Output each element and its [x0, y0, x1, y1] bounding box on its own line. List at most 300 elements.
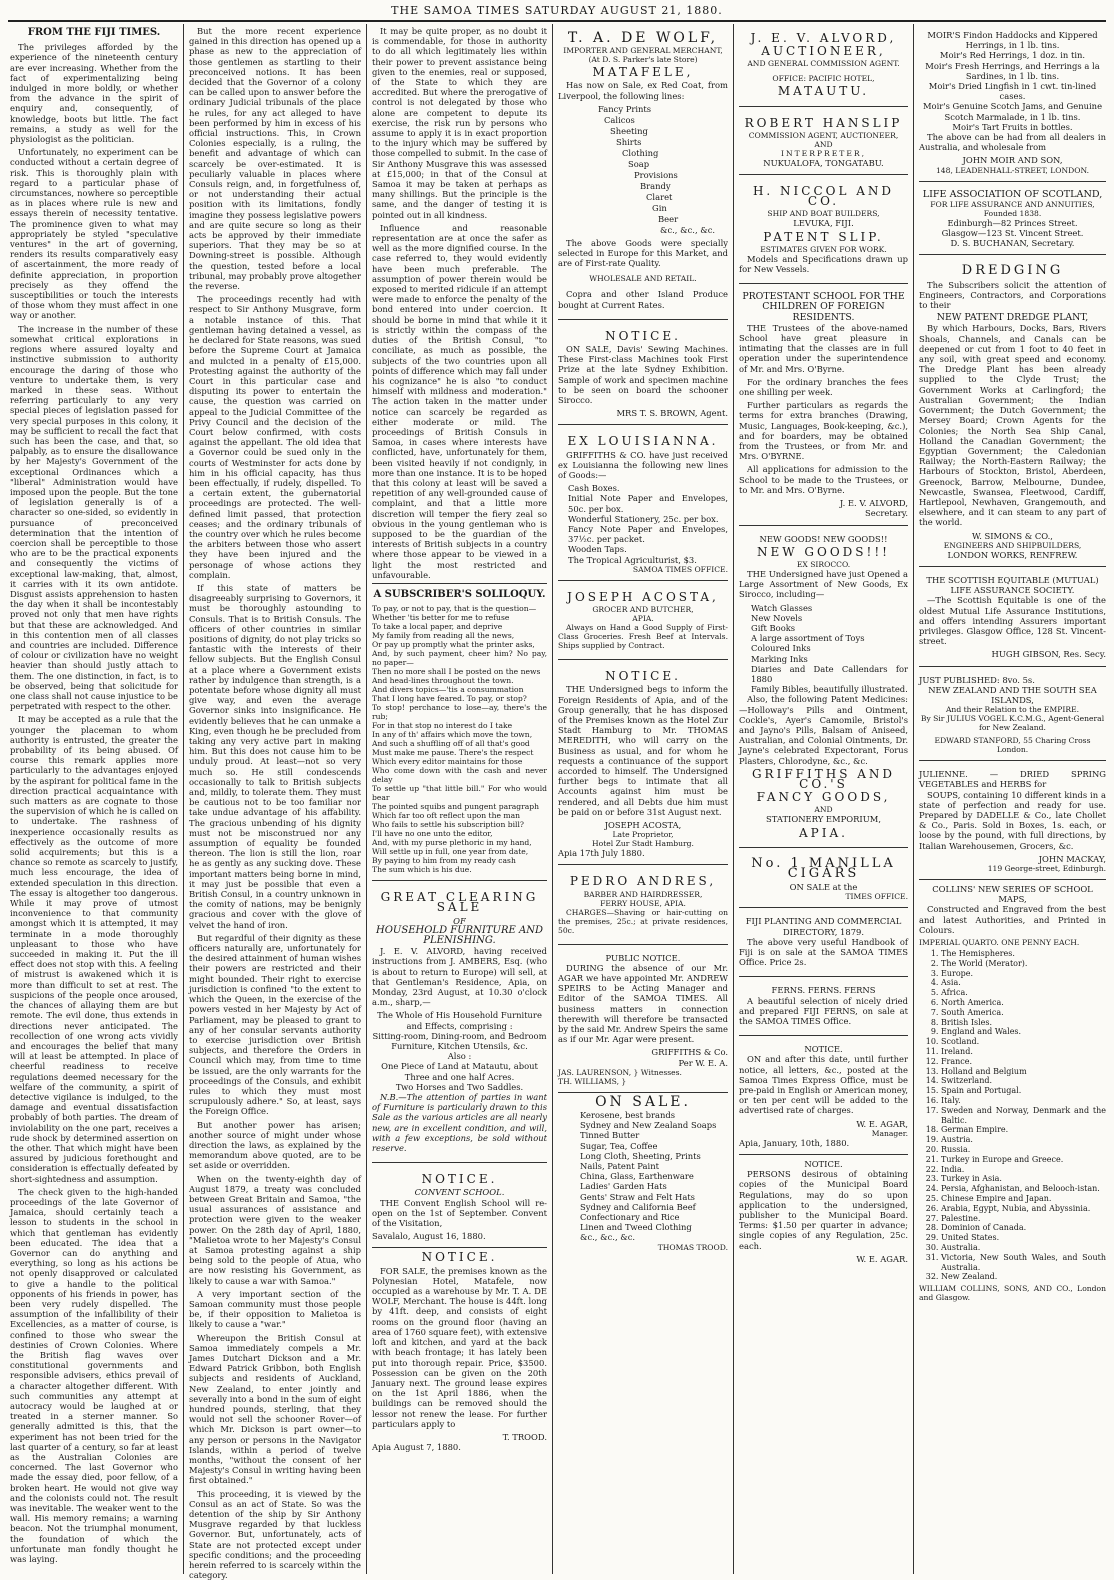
ad-of: OF	[453, 915, 466, 926]
goods-item: Gin	[652, 202, 667, 213]
ad-subtitle: HOUSEHOLD FURNITURE AND PLENISHING.	[376, 924, 543, 946]
map-item: 19. Austria.	[941, 1135, 1106, 1145]
ad-place: FERRY HOUSE, APIA.	[600, 898, 686, 908]
ad-title: COLLINS' NEW SERIES OF SCHOOL MAPS,	[932, 884, 1093, 905]
poem-line: To take a local paper, and deprive	[372, 622, 503, 632]
map-item: 9. England and Wales.	[941, 1027, 1106, 1037]
article-paragraph: This proceeding, it is viewed by the Consul as an act of State. So was the detention of the ship by Sir Anthony Musgrave regarded by that luckless Governor. But, unfortunately, acts of State are not protected except under specific conditions; and the proceeding herein referred to is scarcely within the category.	[189, 1488, 361, 1580]
notice-title: NOTICE.	[804, 1159, 843, 1170]
notice-title: NOTICE.	[605, 669, 681, 684]
convent-notice	[372, 1167, 547, 1248]
sale-item: Sugar, Tea, Coffee	[580, 1140, 658, 1151]
map-item: 3. Europe.	[941, 969, 1106, 979]
ad-name: J. E. V. ALVORD,	[750, 31, 897, 45]
clearing-sale-ad	[372, 885, 547, 1163]
ad-title: NEW GOODS!!!	[757, 544, 890, 559]
ad-slip: PATENT SLIP.	[763, 229, 884, 244]
article-paragraph: Influence and reasonable representation are at once the safer as well as the more dignified course. In the case referred to, they would evidently have been much preferable. The assumption of power therein would be exposed to merited ridicule if an attempt were made to enforce the penalty of the bond entered into under coercion. It should be borne in mind that while it it is strictly within the compass of the duties of the British Consul, "to conciliate, as much as possible, the subjects of the two countries upon all points of difference which may fall under his cognizance" he is also "to conduct himself with mildness and moderation." The action taken in the matter under notice can scarcely be regarded as either moderate or mild. The proceedings of British Consuls in Samoa, in cases where interests have conflicted, have, unfortunately for them, been visited heavily if not condignly, in more than one instance. It is to be hoped that this colony at least will be saved a repetition of any well-grounded cause of complaint, and that a little more discretion will temper the fiery zeal so obvious in the young gentleman who is supposed to be the guardian of the interests of British subjects in a country where those appear to be viewed in a light the most restricted and unfavourable.	[372, 222, 547, 580]
notice-sig: Per W. E. A.	[678, 1057, 728, 1068]
hanslip-ad	[739, 111, 908, 175]
ad-title: JULIENNE. — DRIED SPRING VEGETABLES and HERBS for	[919, 769, 1106, 790]
postage-notice	[739, 1040, 908, 1155]
map-item: 21. Turkey in Europe and Greece.	[941, 1155, 1106, 1165]
ad-body: A beautiful selection of nicely dried and prepared FIJI FERNS, on sale at the SAMOA TIMES Office.	[739, 995, 908, 1027]
map-item: 4. Asia.	[941, 978, 1106, 988]
map-item: 24. Persia, Afghanistan, and Belooch-istan.	[941, 1184, 1106, 1194]
ad-lines	[558, 483, 728, 565]
column-5	[739, 26, 908, 1574]
poem-line: And, with my purse plethoric in my hand,	[372, 838, 532, 848]
ad-role: IMPORTER AND GENERAL MERCHANT,	[563, 46, 723, 56]
masthead-rule	[8, 20, 1106, 22]
poem-line: To pay, or not to pay, that is the question—	[372, 604, 537, 614]
scottish-equitable-ad	[919, 571, 1106, 667]
ad-desc: By which Harbours, Docks, Bars, Rivers Shoals, Channels, and Canals can be deepened or cut from 1 foot to 40 feet in any soil, with great speed and economy. The Dredge Plant has been already supplied to the Clyde Trust; the Government Works at Carlingford; the Australian Government; the Indian Government; the Dutch Government; the Mersey Board; Crown Agents for the Colonies; the North Sea Ship Canal, Holland the Canadian Government; the Egyptian Government; the Caledonian Railway; the North-Eastern Railway; the Harbours of Stockton, Bristol, Aberdeen, Greenock, Barrow, Melbourne, Dundee, Newcastle, Swansea, Fleetwood, Cardiff, Hartlepool, Newhaven, Grangemouth, and elsewhere, and it can steam to any part of the world.	[919, 323, 1106, 528]
ad-store: FANCY GOODS,	[756, 790, 891, 805]
ad-line: Cash Boxes.	[568, 483, 620, 494]
ad-body: Further particulars as regards the terms for extra branches (Drawing, Music, Languages, Book-keeping, &c.), and for boarders, may be obtained from the Trustees, or from Mr. and Mrs. O'BYRNE.	[739, 400, 908, 462]
ad-line: Wonderful Stationery, 25c. per box.	[568, 513, 719, 524]
map-item: 31. Victoria, New South Wales, and South Australia.	[941, 1253, 1106, 1273]
sale-item: &c., &c., &c.	[580, 1232, 636, 1243]
notice-sig: T. TROOD.	[502, 1431, 547, 1442]
ad-line: Also :	[447, 1051, 472, 1062]
poem-line: Which every editor maintains for those	[372, 757, 523, 767]
poem-line: Whether 'tis better for me to refuse	[372, 613, 510, 623]
notice-sig: Manager.	[871, 1128, 908, 1138]
ad-sig: ENGINEERS AND SHIPBUILDERS,	[943, 540, 1082, 550]
ad-place: LEVUKA, FIJI.	[793, 218, 854, 229]
poem-line: To stop! perchance to lose—ay, there's the rub;	[372, 703, 547, 722]
ad-plant: NEW PATENT DREDGE PLANT,	[936, 312, 1089, 324]
notice-subtitle: CONVENT SCHOOL.	[414, 1187, 505, 1198]
poem-line: And head-lines throughout the town.	[372, 676, 514, 686]
ad-role: COMMISSION AGENT, AUCTIONEER,	[748, 130, 899, 140]
column-rule	[552, 24, 553, 1574]
sewing-machine-notice	[558, 324, 728, 426]
notice-body: THE Convent English School will re-open on the 1st of September. Convent of the Visitation,	[372, 1197, 547, 1229]
ad-size: IMPERIAL QUARTO. ONE PENNY EACH.	[919, 938, 1080, 948]
column-1	[10, 26, 178, 1574]
poem-line: For in that stop no interest do I take	[372, 721, 513, 731]
dredging-ad	[919, 259, 1106, 566]
ad-address: Edinburgh—82 Princes Street.	[947, 217, 1078, 228]
sale-item: Confectionary and Rice	[580, 1212, 680, 1223]
notice-body: FOR SALE, the premises known as the Polynesian Hotel, Matafele, now occupied as a warehouse by Mr. T. A. DE WOLF, Merchant. The house is 44ft. long by 41ft. deep, and consists of eight rooms on the ground floor (having an area of 1760 square feet), with extensive loft and kitchen, and yard at the back with beach frontage; it has lately been put into thorough repair. Price, $3500. Possession can be given on the 20th January next. The ground lease expires on the 1st April 1886, when the buildings can be removed should the lessor not renew the lease. For further particulars apply to	[372, 1265, 547, 1429]
notice-body: ON and after this date, until further notice, all letters, &c., posted at the Samoa Times Express Office, must be pre-paid in English or American money, or ten per cent will be added to the advertised rate of charges.	[739, 1054, 908, 1116]
map-item: 17. Sweden and Norway, Denmark and the Baltic.	[941, 1106, 1106, 1126]
goods-item: Diaries and Date Callendars for 1880	[751, 663, 908, 684]
ad-role: INTERPRETER,	[780, 148, 867, 158]
article-paragraph: But regardful of their dignity as these officers naturally are, unfortunately for the desired attainment of human wishes their powers are restricted and their might bounded. Their right to exercise jurisdiction is confined "to the extent to which the Queen, in the exercise of the powers vested in her Majesty by Act of Parliament, may be pleased to grant to any of her consular servants authority to exercise jurisdiction over British subjects, and therefore the Orders in Council which may, from time to time be issued, are the only warrants for the proceedings of the Consuls, and exhibit rules to which they must most scrupulously adhere." So, at least, says the Foreign Office.	[189, 932, 361, 1117]
notice-title: PUBLIC NOTICE.	[605, 952, 681, 963]
ad-body: GRIFFITHS & CO. have just received ex Louisianna the following new lines of Goods:—	[558, 449, 728, 481]
sale-item: Nails, Patent Paint	[580, 1161, 659, 1171]
ad-sig: WILLIAM COLLINS, SONS, AND CO., London and Glasgow.	[919, 1284, 1106, 1303]
maps-list	[941, 949, 1106, 1282]
ad-title: ON SALE.	[595, 1093, 691, 1110]
poem-line: To settle up "that little bill." For who would bear	[372, 784, 547, 803]
goods-item: Clothing	[622, 147, 659, 158]
moir-line: Moir's Dried Lingfish in 1 cwt. tin-lined cases.	[928, 81, 1097, 102]
goods-item: Marking Inks	[751, 653, 808, 664]
article-heading: FROM THE FIJI TIMES.	[27, 27, 161, 38]
poem-line: Which far too oft reflect upon the man	[372, 811, 521, 821]
notice-sig: MRS T. S. BROWN, Agent.	[616, 408, 728, 419]
ad-store: STATIONERY EMPORIUM,	[766, 814, 881, 825]
sale-item: Sydney and California Beef	[580, 1201, 696, 1212]
new-goods-ad	[739, 530, 908, 848]
alvord-ad	[739, 26, 908, 107]
julienne-ad	[919, 765, 1106, 880]
ad-body: J. E. V. ALVORD, having received instructions from J. AMBERS, Esq. (who is about to return to Europe) will sell, at that Gentleman's Residence, Apia, on Monday, 23rd August, at 10.30 o'clock a.m., sharp,—	[372, 946, 547, 1008]
ad-role: BARBER AND HAIRDRESSER,	[583, 889, 703, 899]
moir-line: Moir's Fresh Herrings, and Herrings a la Sardines, in 1 lb. tins.	[925, 60, 1100, 81]
map-item: 16. Italy.	[941, 1096, 1106, 1106]
ad-name: H. NICCOL AND CO.	[752, 184, 895, 209]
goods-item: Beer	[658, 213, 679, 224]
notice-sig: W. E. AGAR,	[856, 1118, 908, 1129]
ad-body: —The Scottish Equitable is one of the oldest Mutual Life Assurance Institutions, and offers intending Assurers important privileges. Glasgow Office, 128 St. Vincent-street.	[919, 595, 1106, 647]
map-item: 13. Holland and Belgium	[941, 1067, 1106, 1077]
school-ad	[739, 288, 908, 525]
article-paragraph: Whereupon the British Consul at Samoa immediately compels a Mr. James Dutchart Dickson and a Mr. Edward Patrick Gribbon, both English subjects and residents of Auckland, New Zealand, to enter jointly and severally into a bond in the sum of eight hundred pounds, sterling, that they would not sell the schooner Rover—of which Mr. Dickson is part owner—to any person or persons in the Navigator Islands, within a period of twelve months, "without the consent of her Majesty's Consul in writing having been first obtained."	[189, 1332, 361, 1486]
ad-author: By Sir JULIUS VOGEL K.C.M.G., Agent-General for New Zealand.	[920, 714, 1105, 733]
ad-body: THE Trustees of the above-named School have great pleasure in intimating that the classes are in full operation under the superintendence of Mr. and Mrs. O'Byrne.	[739, 322, 908, 374]
goods-item: Sheeting	[610, 125, 648, 136]
notice-body: PERSONS desirous of obtaining copies of the Municipal Board Regulations, may do so upon application to the undersigned, publisher to the Municipal Board. Terms: $1.50 per quarter in advance; single copies of any Regulation, 25c. each.	[739, 1169, 908, 1251]
goods-item: Calicos	[604, 114, 635, 125]
moir-line: Moir's Tart Fruits in bottles.	[952, 121, 1073, 132]
column-rule	[183, 24, 184, 1574]
poem-line: By paying to him from my ready cash	[372, 856, 516, 866]
sale-item: Tinned Butter	[580, 1130, 640, 1141]
notice-title: NOTICE.	[605, 328, 681, 343]
ad-title: DREDGING	[961, 263, 1064, 279]
map-item: 18. German Empire.	[941, 1125, 1106, 1135]
article-paragraph: The privileges afforded by the experience of the nineteenth century are ever increasing. Whether from the fact of experimentalizing being indulged in more boldly, or whether from the advance in the spirit of enquiry and, consequently, of knowledge, boots but little. The fact remains, a study as well for the physiologist as the politician.	[10, 42, 178, 145]
ad-and: AND	[814, 139, 833, 149]
poem-lines	[372, 604, 547, 874]
ad-office: TIMES OFFICE.	[845, 892, 908, 902]
article-paragraph: If this state of matters be disagreeably surprising to Governors, it must be thoroughly astounding to Consuls. That is to British Consuls. The officers of other countries in similar positions of dignity, do not play tricks so fantastic with the interests of their fellow subjects. But the English Consul at a place where a Government exists rather by indulgence than strength, is a potentate before whose dignity all must give way, and even the average Governor sinks into insignificance. He evidently believes that he can unmake a King, even though he be precluded from taking any very active part in making him. But this does not cause him to be unduly proud. At least—not so very much so. He still condescends occasionally to talk to British subjects and, mildly, to tolerate them. They must be cautious not to be too familiar nor take undue advantage of his affability. The gracious unbending of his dignity must not be misconstrued nor any assumption of equality be founded thereon. The lion is still the lion, roar he as gently as any sucking dove. These important matters being borne in mind, it may just be possible that even a British Consul, in a country unknown in the comity of nations, may be benignly gracious and cover with the glove of velvet the hand of iron.	[189, 582, 361, 930]
ad-role: GROCER AND BUTCHER,	[592, 605, 694, 615]
sale-item: Gents' Straw and Felt Hats	[580, 1191, 695, 1202]
ad-trade: WHOLESALE AND RETAIL.	[589, 274, 697, 284]
masthead: THE SAMOA TIMES SATURDAY AUGUST 21, 1880.	[391, 4, 723, 17]
notice-sig: Late Proprietor,	[612, 830, 674, 840]
goods-item: Shirts	[616, 136, 642, 147]
ad-name: ROBERT HANSLIP	[744, 115, 903, 130]
map-item: 7. South America.	[941, 1008, 1106, 1018]
ad-body: THE Undersigned have just Opened a Large Assortment of New Goods, Ex Sirocco, including—	[739, 568, 908, 600]
ad-body: ON SALE at the	[789, 882, 858, 893]
ad-name: T. A. DE WOLF,	[567, 30, 719, 46]
ad-models: Models and Specifications drawn up for New Vessels.	[739, 253, 908, 275]
poem-line: The sum which is his due.	[372, 865, 472, 875]
article-paragraph: The check given to the high-handed proceedings of the late Governor of Jamaica, should certainly teach a lesson to students in the school in which that gentleman has evidently been educated. The idea that a Governor can do anything and everything, so long as his actions be not openly disapproved or calculated to give a handle to the political opponents of his friends in power, has been very rudely dispelled. The assumption of the infallibility of their Excellencies, as a matter of course, is confined to those who swear the destinies of Crown Colonies. Where the British flag waves over constitutional governments and responsible advisers, ethics prevail of a character altogether different. With such communities any attempt at autocracy would be laughed at or treated in a sterner manner. So generally admitted is this, that the experiment has not been tried for the last quarter of a century, so far at least as the Australian Colonies are concerned. The last Governor who made the essay died, poor fellow, of a broken heart. He would not give way and the colonists could not. The result was inevitable. The weaker went to the wall. His memory remains; a warning beacon. Not the triumphal monument, the foundation of which the unfortunate man fondly thought he was laying.	[10, 1186, 178, 1565]
louisianna-ad	[558, 429, 728, 580]
moir-line: MOIR'S Findon Haddocks and Kippered Herrings, in 1 lb. tins.	[927, 30, 1098, 51]
poem-title: A SUBSCRIBER'S SOLILOQUY.	[373, 588, 546, 600]
ad-sub: FOR LIFE ASSURANCE AND ANNUITIES, Founded 1838.	[930, 199, 1095, 218]
goods-item: Family Bibles, beautifully illustrated.	[751, 684, 908, 695]
ad-title: GREAT CLEARING SALE	[380, 890, 539, 915]
goods-item: New Novels	[751, 612, 803, 623]
map-item: 12. France.	[941, 1057, 1106, 1067]
acosta-ad	[558, 585, 728, 660]
article-paragraph: A very important section of the Samoan community must those people be, if their opposition to Malietoa is likely to cause a "war."	[189, 1288, 361, 1330]
goods-list	[739, 603, 908, 695]
goods-item: Fancy Prints	[598, 103, 652, 114]
poem-line: And, by such payment, cheer him? No pay, no paper—	[372, 649, 547, 668]
ad-role: SHIP AND BOAT BUILDERS,	[767, 209, 880, 219]
cigars-ad	[739, 852, 908, 909]
poem-line: Who come down with the cash and never delay	[372, 766, 547, 785]
ad-line: Two Horses and Two Saddles.	[395, 1081, 524, 1092]
ad-body: Always on Hand a Good Supply of First-Class Groceries. Fresh Beef at Intervals. Ships supplied by Contract.	[558, 623, 728, 651]
article-paragraph: It may be quite proper, as no doubt it is commendable, for those in authority to do all which legitimately lies within their power to prevent assistance being given to the enemies, real or supposed, of the State to which they are accredited. But where the prerogative of control is not delegated by those who alone are competent to depute its exercise, the risk run by persons who assume to apply it is in exact proportion to the injury which may be suffered by those compelled to submit. In the case of Sir Anthony Musgrave this was assessed at £15,000; in that of the Consul at Samoa it may be taken at perhaps as many shillings. But the principle is the same, and the danger of testing it is pointed out in all kindness.	[372, 26, 547, 220]
hotel-notice	[558, 664, 728, 865]
map-item: 10. Scotland.	[941, 1037, 1106, 1047]
ad-title: NEW GOODS! NEW GOODS!!	[759, 533, 888, 544]
map-item: 8. British Isles.	[941, 1018, 1106, 1028]
ad-and: AND	[814, 805, 833, 815]
ad-sig: W. SIMONS & CO.,	[972, 530, 1053, 541]
ad-book: NEW ZEALAND AND THE SOUTH SEA ISLANDS,	[928, 684, 1097, 705]
ad-body: The above very useful Handbook of Fiji is on sale at the SAMOA TIMES Office. Price 2s.	[739, 936, 908, 968]
ad-title: LIFE ASSOCIATION OF SCOTLAND,	[922, 188, 1103, 200]
ad-name: JOHN MOIR AND SON,	[962, 155, 1063, 166]
ad-sig: HUGH GIBSON, Res. Secy.	[991, 649, 1106, 660]
map-item: 29. United States.	[941, 1233, 1106, 1243]
regulations-notice	[739, 1159, 908, 1264]
ad-role: AUCTIONEER,	[761, 44, 886, 59]
column-2	[189, 26, 361, 1580]
sale-item: Linen and Tweed Clothing	[580, 1222, 692, 1233]
moir-ad	[919, 26, 1106, 182]
ad-sig: JOHN MACKAY,	[1038, 853, 1106, 864]
ad-body: CHARGES—Shaving or hair-cutting on the premises, 25c.; at private residences, 50c.	[558, 907, 728, 935]
column-3	[372, 26, 547, 1574]
ad-sig: LONDON WORKS, RENFREW.	[947, 549, 1078, 560]
fiji-directory-ad	[739, 912, 908, 977]
map-item: 30. Australia.	[941, 1243, 1106, 1253]
public-notice	[558, 949, 728, 1093]
ad-title: No. 1 MANILLA CIGARS	[751, 855, 896, 881]
goods-item: Brandy	[640, 180, 671, 191]
poem-line: And divers topics—'tis a consummation	[372, 685, 524, 695]
ad-body: Constructed and Engraved from the best and latest Authorities, and Printed in Colours.	[919, 904, 1106, 935]
goods-item: &c., &c., &c.	[660, 224, 716, 235]
ad-outro: The above Goods were specially selected in Europe for this Market, and are of First-rate Quality.	[558, 237, 728, 269]
sale-item: Long Cloth, Sheeting, Prints	[580, 1150, 701, 1161]
ad-line: One Piece of Land at Matautu, about Three and one half Acres.	[381, 1061, 538, 1082]
notice-sig: GRIFFITHS & Co.	[651, 1047, 728, 1058]
article-paragraph: Unfortunately, no experiment can be conducted without a certain degree of risk. This is thoroughly plain with regard to a particular phase of circumstances, nowhere so perceptible as in places where rule is new and essays therein of necessity tentative. The prominence given to what may appropriately be styled "speculative ventures" in the art of governing, renders its results comparatively easy of ascertainment, the more ready of definite appreciation, in proportion precisely as they offend the susceptibilities or touch the interests of those whom they must affect in one way or another.	[10, 147, 178, 321]
poem-line: Who fails to settle his subscription bill?	[372, 820, 524, 830]
ad-store: (At D. S. Parker's late Store)	[588, 55, 698, 65]
map-item: 6. North America.	[941, 998, 1106, 1008]
notice-body: THE Undersigned begs to inform the Foreign Residents of Apia, and of the Group generally, that he has disposed of the Premises known as the Hotel Zur Stadt Hamburg to Mr. THOMAS MEREDITH, who will carry on the Business as usual, and for whom he requests a continuance of the support accorded to himself. The Undersigned further begs to intimate that all Accounts against him must be rendered, and all Debts due him must be paid on or before 31st August next.	[558, 684, 728, 817]
ad-place: MATAUTU.	[777, 84, 870, 99]
map-item: 22. India.	[941, 1165, 1106, 1175]
article-paragraph: But another power has arisen; another source of might under whose direction the laws, as explained by the memorandum above quoted, are to be set aside or overridden.	[189, 1119, 361, 1171]
ad-place: APIA.	[632, 614, 654, 624]
ad-address: 148, LEADENHALL-STREET, LONDON.	[935, 165, 1090, 175]
goods-item: Provisions	[634, 169, 678, 180]
notice-sig: Savalalo, August 16, 1880.	[372, 1231, 486, 1242]
poem-line: Or pay up promptly what the printer asks,	[372, 640, 535, 650]
sale-item: China, Glass, Earthenware	[580, 1171, 694, 1182]
article-paragraph: The increase in the number of these somewhat critical explorations in regions where assured loyalty and instinctive submission to authority encourage the daring of those who venture to undertake them, is very marked in these seas. Without referring particularly to any very special pieces of legislation passed for very special purposes in this colony, it may be sufficient to recall the fact that such has been the case, and that, so palpably, as to ensure the disallowance by her Majesty's Government of the exceptional Ordinances which a "liberal" Administration would have imposed upon the people. But the tone of legislation generally is of a character so one-sided, so evidently in pursuance of preconceived determination that the intention of coercion shall be perceptible to those who are to be the practical exponents and consequently the victims of exceptional law-making, that, almost, it carries with it its own antidote. Disgust assists apprehension to hasten the day when it shall be incontestably proved not only that men have rights but that these are acknowledged. And in this contention men of all classes and countries are included. Difference of colour or civilization have no weight heavier than should justly attach to them. The one distinction, in fact, is to be observed, being that solicitude for one class shall not cause injustice to be perpetrated with respect to the other.	[10, 323, 178, 712]
notice-body: DURING the absence of our Mr. AGAR we have appointed Mr. ANDREW SPEIRS to be Acting Manager and Editor of the SAMOA TIMES. All business matters in connection therewith will therefore be transacted by the said Mr. Andrew Speirs the same as if our Mr. Agar were present.	[558, 962, 728, 1045]
map-item: 20. Russia.	[941, 1145, 1106, 1155]
ad-line: The Tropical Agriculturist, $3.	[568, 554, 697, 565]
goods-item: Coloured Inks	[751, 643, 811, 654]
ad-place: APIA.	[799, 825, 848, 840]
article-paragraph: It may be accepted as a rule that the younger the placeman to whom authority is entrusted, the greater the probability of its being abused. Of course this remark applies more particularly to the advantages enjoyed by the aspirant for political fame in the direction practical acquaintance with such matters as are cognate to those the supervision of which he is called on to undertake. The rashness of inexperience occasionally results as effectively as the outcome of more solid acquirements; but this is a chance so remote as scarcely to justify, much less encourage, the idea of extended speculation in this direction. The essay is altogether too dangerous. While it may prove of utmost inconvenience to that community amongst which it is attempted, it may terminate in a mode thoroughly unpleasant to those who have succeeded in making it. Put the ill effect does not stop with this. A feeling of mistrust is awakened which it is more than difficult to set at rest. The suspicions of the people once aroused, the chances of allaying them are but remote. The evil done, thus extends in directions never anticipated. The recollection of one wrong acts vividly and encourages the belief that many will at least be attempted. In place of cheerful readiness to receive regulations deemed necessary for the welfare of the community, a spirit of detective vigilance is indulged, to the damage and eventual dissatisfaction probably of both parties. The dream of inviolability on the one part, receives a rude shock by determined assertion on the other. That which might have been assured by judicious forethought and consideration is effectually defeated by short-sightedness and assumption.	[10, 714, 178, 1184]
notice-title: NOTICE.	[421, 1250, 498, 1265]
column-6	[919, 26, 1106, 1574]
map-item: 11. Ireland.	[941, 1047, 1106, 1057]
goods-list	[598, 104, 728, 236]
column-rule	[366, 24, 367, 1574]
moir-line: Moir's Red Herrings, 1 doz. in tin.	[939, 50, 1086, 61]
ad-address: Glasgow—123 St. Vincent Street.	[941, 228, 1084, 239]
map-item: 32. New Zealand.	[941, 1272, 1106, 1282]
ad-body: The Subscribers solicit the attention of Engineers, Contractors, and Corporations to their	[919, 279, 1106, 311]
ad-title: FERNS. FERNS. FERNS	[771, 985, 876, 996]
moir-line: Moir's Genuine Scotch Jams, and Genuine Scotch Marmalade, in 1 lb. tins.	[922, 101, 1103, 122]
poem-line: And such a shuffling off of all that's good	[372, 739, 530, 749]
map-item: 5. Africa.	[941, 988, 1106, 998]
ad-line: Sitting-room, Dining-room, and Bedroom Furniture, Kitchen Utensils, &c.	[372, 1030, 547, 1052]
notice-title: NOTICE.	[421, 1172, 498, 1187]
ad-name: PEDRO ANDRES,	[569, 874, 717, 889]
ad-title: JUST PUBLISHED: 8vo. 5s.	[919, 674, 1035, 685]
premises-notice	[372, 1252, 547, 1452]
poem-line: The pointed squibs and pungent paragraph	[372, 802, 540, 812]
ad-title: PROTESTANT SCHOOL FOR THE CHILDREN OF FOREIGN RESIDENTS.	[742, 291, 905, 323]
ad-place: NUKUALOFA, TONGATABU.	[763, 157, 884, 168]
on-sale-ad	[558, 1093, 728, 1252]
map-item: 2. The World (Merator).	[941, 959, 1106, 969]
map-item: 14. Switzerland.	[941, 1076, 1106, 1086]
poem-line: My family from reading all the news,	[372, 631, 515, 641]
map-item: 23. Turkey in Asia.	[941, 1174, 1106, 1184]
ad-title: FIJI PLANTING AND COMMERCIAL DIRECTORY, 1879.	[745, 916, 902, 937]
ad-sig: D. S. BUCHANAN, Secretary.	[950, 238, 1075, 249]
map-item: 28. Dominion of Canada.	[941, 1223, 1106, 1233]
notice-body: ON SALE, Davis' Sewing Machines. These First-class Machines took First Prize at the late Sydney Exhibition. Sample of work and specimen machine to be seen on board the schooner Sirocco.	[558, 344, 728, 406]
ad-sig: Secretary.	[865, 508, 908, 519]
ad-store: GRIFFITHS AND CO.'S	[751, 766, 896, 791]
ad-office: OFFICE: PACIFIC HOTEL,	[772, 74, 875, 84]
poem-line: I'll have no one unto the editor,	[372, 829, 493, 839]
ad-ex: EX SIROCCO.	[796, 559, 851, 569]
ad-body: Also, the following Patent Medicines:—Holloway's Pills and Ointment, Cockle's, Ayer's Camomile, Bristol's and Jayno's Pills, Balsam of Aniseed, Australian, and Colonial Ointments, Dr. Jayne's celebrated Expectorant, Forus Plasters, Chlorodyne, &c., &c.	[739, 694, 908, 766]
ad-publisher: EDWARD STANFORD, 55 Charing Cross London.	[934, 736, 1091, 755]
ad-intro: Has now on Sale, ex Red Coat, from Liverpool, the following lines:	[558, 80, 728, 101]
ad-line: Fancy Note Paper and Envelopes, 37½c. per packet.	[568, 524, 728, 545]
school-maps-ad	[919, 884, 1106, 1302]
notice-date: Apia, January, 10th, 1880.	[739, 1137, 850, 1148]
ad-line: Wooden Taps.	[568, 544, 627, 555]
just-published-ad	[919, 671, 1106, 762]
notice-date: Apia 17th July 1880.	[558, 848, 645, 859]
goods-item: Claret	[646, 191, 673, 202]
goods-item: A large assortment of Toys	[751, 633, 865, 644]
ad-body: SOUPS, containing 10 different kinds in a state of perfection and ready for use. Prepared by DADELLE & Co., late Chollet & Co., Paris. Sold in Boxes, 1s. each, or loose by the pound, with full directions, by Italian Warehousemen, Grocers, &c.	[919, 789, 1106, 851]
ad-name: JOSEPH ACOSTA,	[567, 589, 719, 604]
ferns-ad	[739, 981, 908, 1036]
notice-date: Apia August 7, 1880.	[372, 1442, 461, 1453]
goods-item: Watch Glasses	[751, 602, 813, 613]
poem-line: That I long have feared. To pay, or stop?	[372, 694, 527, 704]
notice-sig: Hotel Zur Stadt Hamburg.	[592, 839, 694, 849]
ad-title: EX LOUISIANNA.	[567, 434, 719, 449]
notice-title: NOTICE.	[804, 1044, 843, 1055]
notice-sig: W. E. AGAR.	[856, 1253, 908, 1264]
ad-sig: J. E. V. ALVORD,	[839, 498, 908, 509]
ad-line: Initial Note Paper and Envelopes, 50c. per box.	[568, 493, 728, 514]
notice-witness: JAS. LAURENSON, } Witnesses.	[558, 1067, 682, 1077]
sale-item: Sydney and New Zealand Soaps	[580, 1120, 717, 1131]
article-paragraph: When on the twenty-eighth day of August 1879, a treaty was concluded between Great Britain and Samoa, "the usual assurances of assistance and protection were given to the weaker power. On the 28th day of April, 1880, "Malietoa wrote to her Majesty's Consul at Samoa protesting against a ship being sold to the people of Atua, who are now resisting his Government, as likely to cause a war with Samoa."	[189, 1173, 361, 1286]
notice-witness: TH. WILLIAMS, }	[558, 1076, 627, 1086]
andres-ad	[558, 869, 728, 944]
map-item: 1. The Hemispheres.	[941, 949, 1106, 959]
ad-body: The above can be had from all dealers in Australia, and wholesale from	[919, 132, 1106, 153]
sale-item: Kerosene, best brands	[580, 1109, 676, 1120]
ad-body: All applications for admission to the School to be made to the Trustees, or to Mr. and Mrs. O'Byrne.	[739, 464, 908, 495]
goods-item: Gift Books	[751, 622, 796, 633]
poem-line: Then no more shall I be posted on the news	[372, 667, 541, 677]
ad-note: N.B.—The attention of parties in want of Furniture is particularly drawn to this Sale as the various articles are all nearly new, are in excellent condition, and will, with a few exceptions, be sold without reserve.	[372, 1092, 547, 1154]
ad-sig: 119 George-street, Edinburgh.	[987, 864, 1106, 873]
poem-line: Must make me pause. There's the respect	[372, 748, 534, 758]
dewolf-ad	[558, 26, 728, 320]
ad-line: The Whole of His Household Furniture and Effects, comprising :	[377, 1010, 542, 1031]
ad-place: MATAFELE,	[592, 65, 694, 80]
poem-block	[372, 583, 547, 881]
ad-sig: SAMOA TIMES OFFICE.	[632, 564, 728, 574]
column-4	[558, 26, 728, 1574]
notice-sig: JOSEPH ACOSTA,	[604, 819, 682, 830]
sale-item: Ladies' Garden Hats	[580, 1181, 667, 1192]
ad-sig: THOMAS TROOD.	[657, 1242, 728, 1252]
poem-line: Will settle up in full, one year from date,	[372, 847, 529, 857]
niccol-ad	[739, 179, 908, 284]
life-association-ad	[919, 186, 1106, 256]
ad-sub: And their Relation to the EMPIRE.	[945, 705, 1080, 715]
map-item: 26. Arabia, Egypt, Nubia, and Abyssinia.	[941, 1204, 1106, 1214]
map-item: 27. Palestine.	[941, 1214, 1106, 1224]
goods-item: Soap	[628, 158, 650, 169]
ad-body: For the ordinary branches the fees one shilling per week.	[739, 376, 908, 398]
map-item: 25. Chinese Empire and Japan.	[941, 1194, 1106, 1204]
article-paragraph: The proceedings recently had with respect to Sir Anthony Musgrave, form a notable instance of this. That gentleman having detained a vessel, as he declared for State reasons, was sued before the Supreme Court at Jamaica and mulcted in a penalty of £15,000. Protesting against the authority of the Court in this particular case and disputing its power to entertain the cause, the question was carried on appeal to the Judicial Committee of the Privy Council and the decision of the Court below confirmed, with costs against the appellant. The old idea that a Governor could be sued only in the courts of Westminster for acts done by him in his official capacity, has thus been effectually, if rudely, dispelled. To a certain extent, the gubernatorial proceedings are protected. The well-defined limit passed, that protection ceases; and the ordinary tribunals of the country over which he rules become the arbiters between those who assert they have been injured and the personage of whose actions they complain.	[189, 294, 361, 580]
column-rule	[733, 24, 734, 1574]
column-rule	[913, 24, 914, 1574]
article-paragraph: But the more recent experience gained in this direction has opened up a phase as new to the appreciation of those gentlemen as startling to their preconceived notions. It has been decided that the Governor of a colony can be called upon to answer before the ordinary Judicial tribunals of the place he rules, for any act alleged to have been performed by him in excess of his official instructions. This, in Crown Colonies especially, is a ruling, the benefit and advantage of which can scarcely be over-estimated. It is peculiarly valuable in places where Consuls reign, and, in forgetfulness of, or not understanding their actual position with its limitations, fondly imagine they possess legislative powers and are quite secure so long as their acts be approved by their immediate superiors. That they may be so at Downing-street is possible. Although the question, tested before a local tribunal, may probably prove altogether the reverse.	[189, 26, 361, 292]
ad-sub: AND GENERAL COMMISSION AGENT.	[747, 59, 900, 69]
poem-line: In any of th' affairs which move the town,	[372, 730, 533, 740]
ad-title: THE SCOTTISH EQUITABLE (MUTUAL) LIFE ASSURANCE SOCIETY.	[926, 574, 1099, 596]
sale-list	[558, 1110, 728, 1243]
ad-est: ESTIMATES GIVEN FOR WORK.	[760, 244, 887, 254]
